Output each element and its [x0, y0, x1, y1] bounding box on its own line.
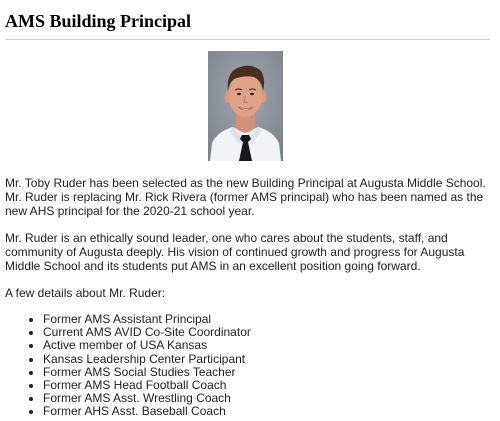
principal-photo [208, 51, 283, 161]
intro-paragraph: Mr. Toby Ruder has been selected as the new Building Principal at Augusta Middle School. Mr. Ruder is replacing Mr. Rick Rivera (former AMS principal) who has been named as the new AHS principal for the 2020-21 school year. [5, 176, 486, 218]
list-item: • Current AMS AVID Co-Site Coordinator [43, 326, 495, 339]
details-intro: A few details about Mr. Ruder: [5, 286, 166, 300]
list-item: • Active member of USA Kansas [43, 339, 495, 352]
list-item: • Former AMS Head Football Coach [43, 379, 495, 392]
title-divider [5, 39, 490, 40]
list-item: • Former AHS Asst. Baseball Coach [43, 405, 495, 418]
list-item: • Former AMS Asst. Wrestling Coach [43, 392, 495, 405]
page-title: AMS Building Principal [5, 11, 192, 31]
vision-paragraph: Mr. Ruder is an ethically sound leader, one who cares about the students, staff, and community of Augusta deeply. His vision of continued growth and progress for Augusta Middle School and its students put AMS in an excellent position going forward. [5, 231, 465, 273]
article-body [5, 176, 495, 419]
details-list [5, 313, 495, 419]
list-item: • Kansas Leadership Center Participant [43, 353, 495, 366]
list-item: • Former AMS Social Studies Teacher [43, 366, 495, 379]
list-item: • Former AMS Assistant Principal [43, 313, 495, 326]
